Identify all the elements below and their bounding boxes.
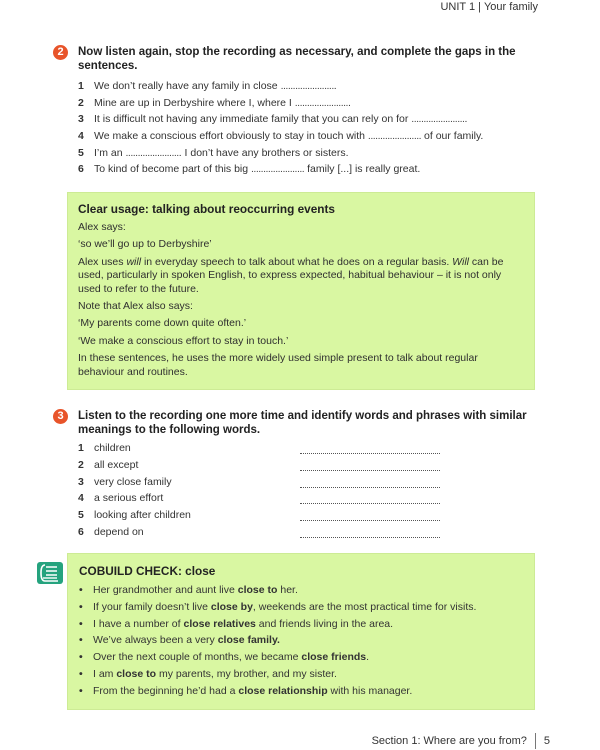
list-item: • From the beginning he’d had a close relationship with his manager. [79,684,413,697]
list-item: 6 depend on [78,524,548,541]
quote-1: ‘so we’ll go up to Derbyshire’ [78,238,212,251]
page-footer [372,733,550,749]
usage-paragraph-2: In these sentences, he uses the more widely used simple present to talk about regular behaviour and routines. [78,352,478,378]
alex-says-label: Alex says: [78,221,126,233]
list-item: • If your family doesn’t live close by, weekends are the most practical time for visits. [79,600,477,613]
cobuild-title: COBUILD CHECK: close [79,564,216,578]
unit-header [440,1,538,13]
exercise-number-badge: 3 [53,409,68,424]
unit-label: UNIT 1 [440,1,476,13]
list-item: 6 To kind of become part of this big ...................... family [...] is really great. [78,163,421,176]
page-number: 5 [543,734,550,747]
clear-usage-box [67,192,535,390]
quote-3: ‘We make a conscious effort to stay in touch.’ [78,334,289,347]
list-item: 2 Mine are up in Derbyshire where I, where I ....................... [78,96,351,109]
list-item: • I am close to my parents, my brother, and my sister. [79,667,337,680]
list-item: 5 I’m an ....................... I don’t have any brothers or sisters. [78,146,349,159]
quote-2: ‘My parents come down quite often.’ [78,317,247,330]
exercise-2-list [78,78,548,178]
list-item: • We’ve always been a very close family. [79,634,280,647]
gap[interactable]: ...................... [125,146,179,159]
exercise-2-instruction: Now listen again, stop the recording as necessary, and complete the gaps in the sentences. [78,46,516,72]
answer-line[interactable] [300,476,440,488]
list-item: 5 looking after children [78,507,548,524]
list-item: • Her grandmother and aunt live close to her. [79,584,298,596]
gap[interactable]: ...................... [280,80,334,92]
answer-line[interactable] [300,442,440,454]
list-item: 1 children [78,440,548,457]
answer-line[interactable] [300,492,440,504]
usage-paragraph-1: Alex uses will in everyday speech to talk about what he does on a regular basis. Will can be used, particularly in spoken English, to express expected, habitual behaviour – it is not only used to refer to the future. [78,255,504,295]
list-item: 3 very close family [78,474,548,491]
list-item: 3 It is difficult not having any immediate family that you can rely on for ....................... [78,113,468,126]
clear-usage-title: Clear usage: talking about reoccurring events [78,202,335,216]
answer-line[interactable] [300,459,440,471]
gap[interactable]: ...................... [367,130,422,143]
header-separator: | [478,1,481,13]
list-item: 4 a serious effort [78,490,548,507]
gap[interactable]: ...................... [411,113,465,126]
footer-divider [535,733,536,749]
list-item: 2 all except [78,457,548,474]
cobuild-examples [79,582,529,700]
answer-line[interactable] [300,526,440,538]
book-icon [37,562,63,584]
exercise-number-badge: 2 [53,45,68,60]
note-label: Note that Alex also says: [78,300,193,313]
gap[interactable]: ...................... [251,163,305,176]
cobuild-check-box [67,553,535,710]
unit-title: Your family [483,1,538,13]
section-label: Section 1: Where are you from? [371,734,527,747]
answer-line[interactable] [300,509,440,521]
gap[interactable]: ...................... [294,96,348,109]
list-item: 4 We make a conscious effort obviously to stay in touch with ...................... of our family. [78,130,484,143]
list-item: • I have a number of close relatives and friends living in the area. [79,617,394,630]
list-item: 1 We don’t really have any family in close ....................... [78,80,337,92]
list-item: • Over the next couple of months, we became close friends. [79,651,370,664]
exercise-3-instruction: Listen to the recording one more time and identify words and phrases with similar meanings to the following words. [78,410,527,436]
exercise-3-list [78,440,548,541]
